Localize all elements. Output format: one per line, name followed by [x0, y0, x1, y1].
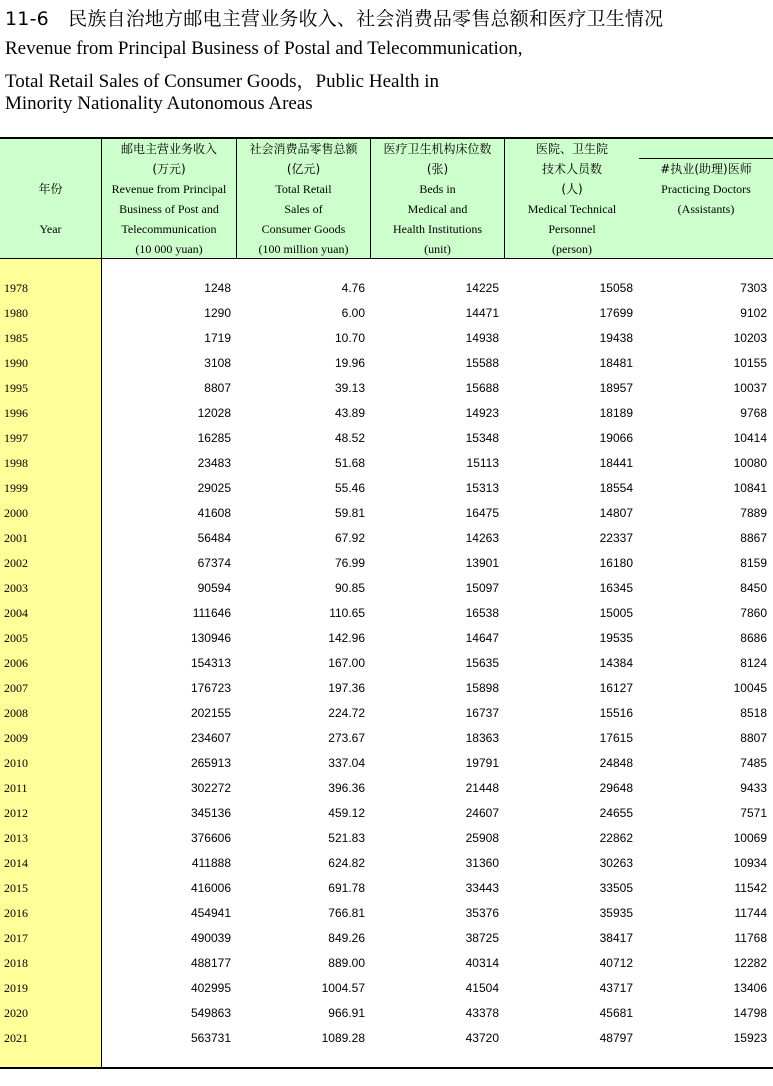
cell-practicing-doctors: 7303 [740, 281, 767, 295]
cell-practicing-doctors: 10414 [733, 431, 767, 445]
page-title-english-line-1: Revenue from Principal Business of Postal and Telecommunication, [5, 38, 523, 59]
header-postal-revenue-en4: (10 000 yuan) [135, 242, 203, 256]
cell-postal-revenue: 202155 [190, 706, 231, 720]
cell-postal-revenue: 3108 [204, 356, 231, 370]
cell-practicing-doctors: 8124 [740, 656, 767, 670]
table-row [0, 676, 773, 701]
cell-beds: 16538 [465, 606, 499, 620]
cell-retail-sales: 1089.28 [321, 1031, 365, 1045]
header-retail-sales-en2: Sales of [284, 202, 323, 216]
cell-medical-personnel: 18481 [599, 356, 633, 370]
cell-year: 2012 [4, 806, 28, 820]
table-row [0, 301, 773, 326]
cell-year: 2011 [4, 781, 28, 795]
cell-medical-personnel: 45681 [599, 1006, 633, 1020]
cell-year: 1985 [4, 331, 28, 345]
cell-medical-personnel: 18554 [599, 481, 633, 495]
cell-year: 2001 [4, 531, 28, 545]
cell-practicing-doctors: 7571 [740, 806, 767, 820]
cell-retail-sales: 90.85 [334, 581, 365, 595]
table-row [0, 351, 773, 376]
cell-beds: 19791 [465, 756, 499, 770]
cell-year: 2015 [4, 881, 28, 895]
cell-practicing-doctors: 8686 [740, 631, 767, 645]
cell-postal-revenue: 490039 [190, 931, 231, 945]
table-row [0, 601, 773, 626]
cell-medical-personnel: 16180 [599, 556, 633, 570]
page-title-english-line-2: Total Retail Sales of Consumer Goods，Public Health in [5, 71, 440, 92]
cell-postal-revenue: 402995 [190, 981, 231, 995]
cell-postal-revenue: 176723 [190, 681, 231, 695]
cell-retail-sales: 4.76 [341, 281, 365, 295]
cell-postal-revenue: 234607 [190, 731, 231, 745]
cell-postal-revenue: 130946 [190, 631, 231, 645]
cell-medical-personnel: 18441 [599, 456, 633, 470]
cell-beds: 38725 [465, 931, 499, 945]
table-row [0, 976, 773, 1001]
cell-practicing-doctors: 9102 [740, 306, 767, 320]
header-retail-sales-en3: Consumer Goods [261, 222, 346, 236]
cell-beds: 15313 [465, 481, 499, 495]
cell-beds: 15688 [465, 381, 499, 395]
cell-beds: 14225 [465, 281, 499, 295]
table-row [0, 751, 773, 776]
cell-beds: 15588 [465, 356, 499, 370]
cell-beds: 15635 [465, 656, 499, 670]
cell-retail-sales: 966.91 [328, 1006, 365, 1020]
cell-postal-revenue: 1290 [204, 306, 231, 320]
cell-practicing-doctors: 12282 [733, 956, 767, 970]
cell-year: 1980 [4, 306, 28, 320]
header-postal-revenue-en1: Revenue from Principal [111, 182, 227, 196]
cell-practicing-doctors: 13406 [733, 981, 767, 995]
table-row [0, 801, 773, 826]
table-row [0, 776, 773, 801]
header-medical-personnel-cn2: 技术人员数 [541, 162, 602, 176]
cell-practicing-doctors: 7860 [740, 606, 767, 620]
cell-practicing-doctors: 7889 [740, 506, 767, 520]
header-beds [371, 139, 505, 259]
cell-medical-personnel: 15516 [599, 706, 633, 720]
cell-medical-personnel: 17615 [599, 731, 633, 745]
header-practicing-doctors [639, 139, 773, 259]
cell-retail-sales: 59.81 [334, 506, 365, 520]
cell-beds: 40314 [465, 956, 499, 970]
cell-retail-sales: 396.36 [328, 781, 365, 795]
cell-postal-revenue: 111646 [192, 606, 231, 620]
cell-retail-sales: 224.72 [328, 706, 365, 720]
table-row [0, 651, 773, 676]
cell-beds: 31360 [465, 856, 499, 870]
cell-retail-sales: 55.46 [334, 481, 365, 495]
cell-practicing-doctors: 9433 [740, 781, 767, 795]
cell-practicing-doctors: 8450 [740, 581, 767, 595]
cell-year: 2019 [4, 981, 28, 995]
table-body [0, 276, 773, 1051]
header-postal-revenue-cn1: 邮电主营业务收入 [120, 142, 217, 156]
cell-beds: 16737 [465, 706, 499, 720]
cell-year: 1990 [4, 356, 28, 370]
cell-medical-personnel: 29648 [599, 781, 633, 795]
cell-postal-revenue: 23483 [197, 456, 231, 470]
header-beds-cn1: 医疗卫生机构床位数 [383, 142, 492, 156]
page-title-chinese: 11-6 民族自治地方邮电主营业务收入、社会消费品零售总额和医疗卫生情况 [5, 8, 664, 30]
cell-practicing-doctors: 10080 [733, 456, 767, 470]
cell-year: 1997 [4, 431, 28, 445]
header-year-cn: 年份 [38, 182, 63, 196]
header-postal-revenue [102, 139, 237, 259]
header-bottom-rule [0, 258, 773, 259]
cell-practicing-doctors: 10037 [733, 381, 767, 395]
cell-beds: 21448 [465, 781, 499, 795]
cell-retail-sales: 76.99 [334, 556, 365, 570]
cell-year: 2003 [4, 581, 28, 595]
table-row [0, 451, 773, 476]
header-postal-revenue-en2: Business of Post and [119, 202, 219, 216]
cell-medical-personnel: 16127 [599, 681, 633, 695]
cell-medical-personnel: 33505 [599, 881, 633, 895]
cell-retail-sales: 19.96 [334, 356, 365, 370]
cell-medical-personnel: 19535 [599, 631, 633, 645]
cell-practicing-doctors: 9768 [740, 406, 767, 420]
cell-practicing-doctors: 15923 [733, 1031, 767, 1045]
cell-postal-revenue: 265913 [190, 756, 231, 770]
header-retail-sales-en4: (100 million yuan) [258, 242, 349, 256]
cell-year: 2002 [4, 556, 28, 570]
header-year-en: Year [39, 222, 62, 236]
table-row [0, 401, 773, 426]
cell-practicing-doctors: 10069 [733, 831, 767, 845]
cell-practicing-doctors: 14798 [733, 1006, 767, 1020]
cell-beds: 13901 [465, 556, 499, 570]
table-row [0, 1026, 773, 1051]
cell-postal-revenue: 154313 [190, 656, 231, 670]
cell-year: 2004 [4, 606, 28, 620]
cell-medical-personnel: 43717 [599, 981, 633, 995]
table-header [0, 139, 773, 259]
cell-postal-revenue: 345136 [190, 806, 231, 820]
cell-retail-sales: 521.83 [328, 831, 365, 845]
table-row [0, 626, 773, 651]
cell-practicing-doctors: 8518 [740, 706, 767, 720]
header-practicing-doctors-cn1: #执业(助理)医师 [660, 162, 752, 176]
cell-practicing-doctors: 8867 [740, 531, 767, 545]
cell-beds: 14471 [465, 306, 499, 320]
page-title-english-line-3: Minority Nationality Autonomous Areas [5, 93, 313, 114]
cell-medical-personnel: 24655 [599, 806, 633, 820]
table-row [0, 501, 773, 526]
table-row [0, 851, 773, 876]
cell-retail-sales: 48.52 [334, 431, 365, 445]
cell-retail-sales: 889.00 [328, 956, 365, 970]
cell-postal-revenue: 67374 [197, 556, 231, 570]
table-row [0, 326, 773, 351]
cell-year: 2006 [4, 656, 28, 670]
table-row [0, 426, 773, 451]
cell-postal-revenue: 16285 [197, 431, 231, 445]
header-beds-en2: Medical and [407, 202, 468, 216]
cell-postal-revenue: 411888 [191, 856, 231, 870]
cell-year: 2005 [4, 631, 28, 645]
cell-year: 2021 [4, 1031, 28, 1045]
cell-medical-personnel: 19438 [599, 331, 633, 345]
cell-practicing-doctors: 7485 [740, 756, 767, 770]
table-bottom-rule [0, 1067, 773, 1069]
cell-retail-sales: 273.67 [328, 731, 365, 745]
header-retail-sales-en1: Total Retail [275, 182, 332, 196]
cell-retail-sales: 67.92 [334, 531, 365, 545]
table-row [0, 951, 773, 976]
cell-retail-sales: 197.36 [328, 681, 365, 695]
cell-medical-personnel: 14384 [599, 656, 633, 670]
cell-retail-sales: 110.65 [329, 606, 365, 620]
cell-medical-personnel: 18957 [599, 381, 633, 395]
header-beds-en3: Health Institutions [393, 222, 482, 236]
table-row [0, 901, 773, 926]
table-row [0, 376, 773, 401]
table-row [0, 1001, 773, 1026]
cell-postal-revenue: 1719 [204, 331, 231, 345]
cell-postal-revenue: 376606 [190, 831, 231, 845]
cell-beds: 43720 [465, 1031, 499, 1045]
cell-medical-personnel: 24848 [599, 756, 633, 770]
header-retail-sales-cn2: (亿元) [286, 162, 321, 176]
cell-year: 2000 [4, 506, 28, 520]
cell-medical-personnel: 22337 [599, 531, 633, 545]
table-row [0, 576, 773, 601]
cell-postal-revenue: 90594 [197, 581, 231, 595]
cell-postal-revenue: 1248 [204, 281, 231, 295]
cell-year: 1995 [4, 381, 28, 395]
cell-retail-sales: 51.68 [334, 456, 365, 470]
cell-beds: 15113 [466, 456, 499, 470]
cell-retail-sales: 849.26 [328, 931, 365, 945]
cell-medical-personnel: 48797 [599, 1031, 633, 1045]
cell-beds: 35376 [465, 906, 499, 920]
table-row [0, 276, 773, 301]
table-row [0, 926, 773, 951]
cell-practicing-doctors: 10203 [733, 331, 767, 345]
cell-postal-revenue: 454941 [190, 906, 231, 920]
cell-beds: 15898 [465, 681, 499, 695]
cell-beds: 16475 [465, 506, 499, 520]
header-postal-revenue-en3: Telecommunication [121, 222, 217, 236]
cell-practicing-doctors: 11542 [734, 881, 767, 895]
cell-medical-personnel: 30263 [599, 856, 633, 870]
header-practicing-doctors-en1: Practicing Doctors [661, 182, 751, 196]
cell-postal-revenue: 416006 [190, 881, 231, 895]
header-beds-cn2: (张) [426, 162, 449, 176]
cell-medical-personnel: 19066 [599, 431, 633, 445]
header-medical-personnel-cn3: (人) [561, 182, 583, 196]
cell-practicing-doctors: 8807 [740, 731, 767, 745]
cell-postal-revenue: 563731 [190, 1031, 231, 1045]
cell-retail-sales: 766.81 [328, 906, 365, 920]
table-row [0, 551, 773, 576]
cell-medical-personnel: 22862 [599, 831, 633, 845]
cell-medical-personnel: 16345 [599, 581, 633, 595]
cell-year: 1978 [4, 281, 28, 295]
cell-beds: 15097 [465, 581, 499, 595]
cell-postal-revenue: 8807 [204, 381, 231, 395]
cell-retail-sales: 459.12 [328, 806, 365, 820]
header-beds-en1: Beds in [419, 182, 456, 196]
cell-medical-personnel: 18189 [599, 406, 633, 420]
cell-practicing-doctors: 10841 [733, 481, 767, 495]
cell-medical-personnel: 14807 [599, 506, 633, 520]
cell-postal-revenue: 29025 [197, 481, 231, 495]
cell-year: 1999 [4, 481, 28, 495]
cell-retail-sales: 6.00 [341, 306, 365, 320]
cell-medical-personnel: 38417 [599, 931, 633, 945]
cell-beds: 15348 [465, 431, 499, 445]
cell-beds: 25908 [465, 831, 499, 845]
cell-retail-sales: 167.00 [328, 656, 365, 670]
cell-medical-personnel: 17699 [599, 306, 633, 320]
cell-postal-revenue: 41608 [197, 506, 231, 520]
cell-retail-sales: 624.82 [328, 856, 365, 870]
cell-year: 2014 [4, 856, 28, 870]
cell-beds: 14923 [465, 406, 499, 420]
cell-year: 1996 [4, 406, 28, 420]
table-row [0, 826, 773, 851]
cell-postal-revenue: 12028 [197, 406, 231, 420]
header-retail-sales [237, 139, 371, 259]
cell-year: 2020 [4, 1006, 28, 1020]
cell-year: 2016 [4, 906, 28, 920]
cell-retail-sales: 1004.57 [321, 981, 365, 995]
cell-retail-sales: 43.89 [334, 406, 365, 420]
cell-beds: 14647 [465, 631, 499, 645]
header-medical-personnel-en3: (person) [552, 242, 592, 256]
table-row [0, 876, 773, 901]
cell-practicing-doctors: 11744 [734, 906, 767, 920]
header-beds-en4: (unit) [424, 242, 451, 256]
cell-retail-sales: 691.78 [328, 881, 365, 895]
cell-medical-personnel: 40712 [599, 956, 633, 970]
cell-postal-revenue: 302272 [190, 781, 231, 795]
cell-retail-sales: 39.13 [334, 381, 365, 395]
cell-year: 2013 [4, 831, 28, 845]
header-medical-personnel [505, 139, 639, 259]
cell-year: 1998 [4, 456, 28, 470]
subheader-divider [639, 158, 773, 159]
cell-postal-revenue: 56484 [197, 531, 231, 545]
cell-beds: 24607 [465, 806, 499, 820]
cell-beds: 14938 [465, 331, 499, 345]
cell-year: 2008 [4, 706, 28, 720]
table-row [0, 701, 773, 726]
cell-practicing-doctors: 11768 [734, 931, 767, 945]
cell-year: 2007 [4, 681, 28, 695]
header-medical-personnel-cn1: 医院、卫生院 [535, 142, 608, 156]
cell-beds: 41504 [465, 981, 499, 995]
cell-year: 2018 [4, 956, 28, 970]
header-postal-revenue-cn2: (万元) [152, 162, 186, 176]
cell-medical-personnel: 35935 [599, 906, 633, 920]
cell-retail-sales: 142.96 [328, 631, 365, 645]
cell-beds: 18363 [465, 731, 499, 745]
cell-practicing-doctors: 10155 [733, 356, 767, 370]
cell-year: 2017 [4, 931, 28, 945]
cell-postal-revenue: 549863 [190, 1006, 231, 1020]
cell-retail-sales: 337.04 [328, 756, 365, 770]
cell-practicing-doctors: 10934 [733, 856, 767, 870]
cell-medical-personnel: 15058 [599, 281, 633, 295]
header-year [0, 139, 102, 259]
table-row [0, 476, 773, 501]
cell-beds: 43378 [465, 1006, 499, 1020]
header-medical-personnel-en2: Personnel [548, 222, 596, 236]
cell-postal-revenue: 488177 [190, 956, 231, 970]
cell-year: 2010 [4, 756, 28, 770]
cell-medical-personnel: 15005 [599, 606, 633, 620]
header-medical-personnel-en1: Medical Technical [527, 202, 617, 216]
table-row [0, 526, 773, 551]
cell-practicing-doctors: 8159 [740, 556, 767, 570]
cell-retail-sales: 10.70 [334, 331, 365, 345]
header-retail-sales-cn1: 社会消费品零售总额 [249, 142, 358, 156]
cell-beds: 33443 [465, 881, 499, 895]
table-row [0, 726, 773, 751]
cell-beds: 14263 [465, 531, 499, 545]
cell-practicing-doctors: 10045 [733, 681, 767, 695]
cell-year: 2009 [4, 731, 28, 745]
header-practicing-doctors-en2: (Assistants) [677, 202, 735, 216]
